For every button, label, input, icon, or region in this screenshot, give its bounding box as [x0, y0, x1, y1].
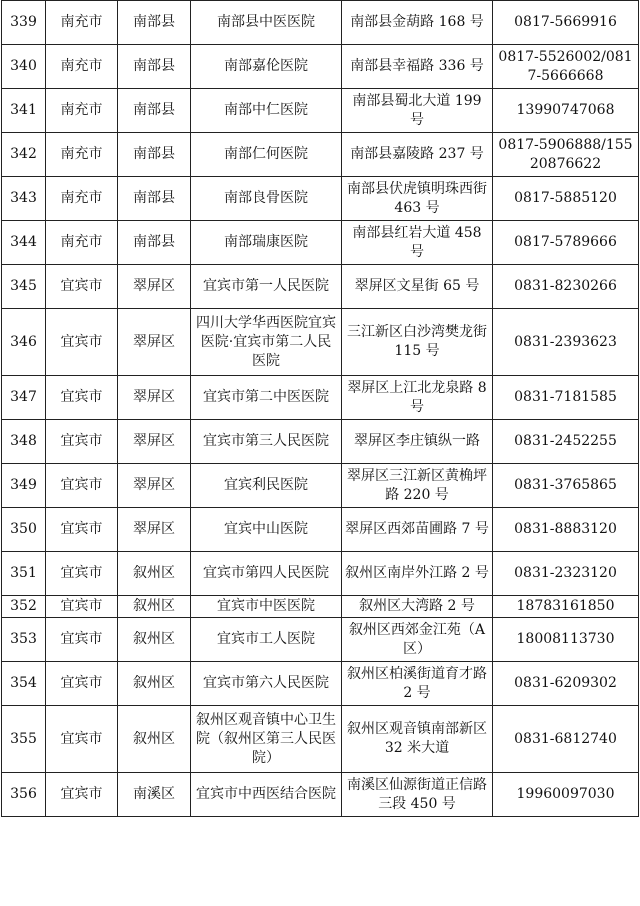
city-cell: 宜宾市 [46, 662, 118, 706]
district-cell: 翠屏区 [118, 464, 191, 508]
phone-cell: 0831-6812740 [493, 706, 639, 773]
phone-cell: 0831-2452255 [493, 420, 639, 464]
table-row [2, 596, 639, 618]
city-cell: 南充市 [46, 45, 118, 89]
hospital-name-cell: 叙州区观音镇中心卫生院（叙州区第三人民医院） [191, 706, 342, 773]
district-cell: 南部县 [118, 221, 191, 265]
phone-cell: 13990747068 [493, 89, 639, 133]
district-cell: 叙州区 [118, 618, 191, 662]
row-number: 343 [2, 177, 46, 221]
city-cell: 宜宾市 [46, 552, 118, 596]
hospital-name-cell: 四川大学华西医院宜宾医院·宜宾市第二人民医院 [191, 309, 342, 376]
district-cell: 南部县 [118, 133, 191, 177]
district-cell: 南部县 [118, 177, 191, 221]
address-cell: 叙州区西郊金江苑（A 区） [342, 618, 493, 662]
table-row [2, 265, 639, 309]
hospital-name-cell: 南部嘉伦医院 [191, 45, 342, 89]
address-cell: 翠屏区三江新区黄桷坪路 220 号 [342, 464, 493, 508]
address-cell: 南部县幸福路 336 号 [342, 45, 493, 89]
row-number: 351 [2, 552, 46, 596]
row-number: 344 [2, 221, 46, 265]
table-row [2, 706, 639, 773]
city-cell: 南充市 [46, 177, 118, 221]
table-row [2, 1, 639, 45]
hospital-name-cell: 宜宾市第一人民医院 [191, 265, 342, 309]
address-cell: 南部县伏虎镇明珠西街 463 号 [342, 177, 493, 221]
table-row [2, 133, 639, 177]
address-cell: 南部县嘉陵路 237 号 [342, 133, 493, 177]
hospital-name-cell: 宜宾市第二中医医院 [191, 376, 342, 420]
address-cell: 南部县金葫路 168 号 [342, 1, 493, 45]
row-number: 354 [2, 662, 46, 706]
hospital-name-cell: 南部中仁医院 [191, 89, 342, 133]
district-cell: 翠屏区 [118, 309, 191, 376]
district-cell: 南部县 [118, 45, 191, 89]
district-cell: 翠屏区 [118, 508, 191, 552]
row-number: 353 [2, 618, 46, 662]
address-cell: 南部县红岩大道 458 号 [342, 221, 493, 265]
row-number: 350 [2, 508, 46, 552]
city-cell: 南充市 [46, 89, 118, 133]
hospital-name-cell: 宜宾市工人医院 [191, 618, 342, 662]
phone-cell: 0817-5526002/0817-5666668 [493, 45, 639, 89]
table-row [2, 309, 639, 376]
row-number: 349 [2, 464, 46, 508]
address-cell: 南部县蜀北大道 199 号 [342, 89, 493, 133]
address-cell: 南溪区仙源街道正信路三段 450 号 [342, 773, 493, 817]
phone-cell: 0817-5669916 [493, 1, 639, 45]
address-cell: 翠屏区西郊苗圃路 7 号 [342, 508, 493, 552]
table-row [2, 45, 639, 89]
city-cell: 南充市 [46, 133, 118, 177]
phone-cell: 18008113730 [493, 618, 639, 662]
city-cell: 宜宾市 [46, 265, 118, 309]
row-number: 348 [2, 420, 46, 464]
hospital-name-cell: 宜宾市中医医院 [191, 596, 342, 618]
hospital-name-cell: 宜宾市第四人民医院 [191, 552, 342, 596]
hospital-name-cell: 宜宾利民医院 [191, 464, 342, 508]
district-cell: 翠屏区 [118, 420, 191, 464]
row-number: 339 [2, 1, 46, 45]
phone-cell: 0817-5885120 [493, 177, 639, 221]
phone-cell: 0831-7181585 [493, 376, 639, 420]
row-number: 341 [2, 89, 46, 133]
city-cell: 宜宾市 [46, 596, 118, 618]
row-number: 342 [2, 133, 46, 177]
phone-cell: 18783161850 [493, 596, 639, 618]
phone-cell: 0831-8883120 [493, 508, 639, 552]
phone-cell: 0817-5789666 [493, 221, 639, 265]
phone-cell: 0831-2323120 [493, 552, 639, 596]
city-cell: 南充市 [46, 221, 118, 265]
table-row [2, 376, 639, 420]
hospital-name-cell: 宜宾市第三人民医院 [191, 420, 342, 464]
address-cell: 翠屏区文星街 65 号 [342, 265, 493, 309]
phone-cell: 0817-5906888/15520876622 [493, 133, 639, 177]
phone-cell: 0831-8230266 [493, 265, 639, 309]
table-body [2, 1, 639, 817]
city-cell: 宜宾市 [46, 420, 118, 464]
district-cell: 叙州区 [118, 706, 191, 773]
row-number: 345 [2, 265, 46, 309]
row-number: 340 [2, 45, 46, 89]
district-cell: 叙州区 [118, 596, 191, 618]
table-row [2, 618, 639, 662]
table-row [2, 552, 639, 596]
row-number: 347 [2, 376, 46, 420]
address-cell: 三江新区白沙湾樊龙街 115 号 [342, 309, 493, 376]
phone-cell: 0831-6209302 [493, 662, 639, 706]
table-row [2, 464, 639, 508]
district-cell: 南部县 [118, 1, 191, 45]
city-cell: 宜宾市 [46, 508, 118, 552]
hospital-name-cell: 南部瑞康医院 [191, 221, 342, 265]
table-row [2, 508, 639, 552]
phone-cell: 19960097030 [493, 773, 639, 817]
district-cell: 翠屏区 [118, 265, 191, 309]
district-cell: 叙州区 [118, 552, 191, 596]
city-cell: 宜宾市 [46, 618, 118, 662]
district-cell: 翠屏区 [118, 376, 191, 420]
hospital-name-cell: 宜宾市第六人民医院 [191, 662, 342, 706]
district-cell: 叙州区 [118, 662, 191, 706]
hospital-table [1, 0, 639, 817]
row-number: 355 [2, 706, 46, 773]
city-cell: 南充市 [46, 1, 118, 45]
address-cell: 叙州区柏溪街道育才路 2 号 [342, 662, 493, 706]
city-cell: 宜宾市 [46, 464, 118, 508]
phone-cell: 0831-2393623 [493, 309, 639, 376]
table-row [2, 221, 639, 265]
row-number: 356 [2, 773, 46, 817]
city-cell: 宜宾市 [46, 309, 118, 376]
table-row [2, 420, 639, 464]
hospital-name-cell: 宜宾中山医院 [191, 508, 342, 552]
district-cell: 南部县 [118, 89, 191, 133]
city-cell: 宜宾市 [46, 706, 118, 773]
row-number: 346 [2, 309, 46, 376]
table-row [2, 773, 639, 817]
address-cell: 翠屏区上江北龙泉路 8 号 [342, 376, 493, 420]
hospital-name-cell: 南部仁何医院 [191, 133, 342, 177]
table-row [2, 177, 639, 221]
hospital-name-cell: 宜宾市中西医结合医院 [191, 773, 342, 817]
address-cell: 叙州区南岸外江路 2 号 [342, 552, 493, 596]
row-number: 352 [2, 596, 46, 618]
hospital-name-cell: 南部良骨医院 [191, 177, 342, 221]
address-cell: 叙州区大湾路 2 号 [342, 596, 493, 618]
district-cell: 南溪区 [118, 773, 191, 817]
address-cell: 翠屏区李庄镇纵一路 [342, 420, 493, 464]
hospital-name-cell: 南部县中医医院 [191, 1, 342, 45]
city-cell: 宜宾市 [46, 376, 118, 420]
city-cell: 宜宾市 [46, 773, 118, 817]
table-row [2, 89, 639, 133]
phone-cell: 0831-3765865 [493, 464, 639, 508]
address-cell: 叙州区观音镇南部新区 32 米大道 [342, 706, 493, 773]
table-row [2, 662, 639, 706]
